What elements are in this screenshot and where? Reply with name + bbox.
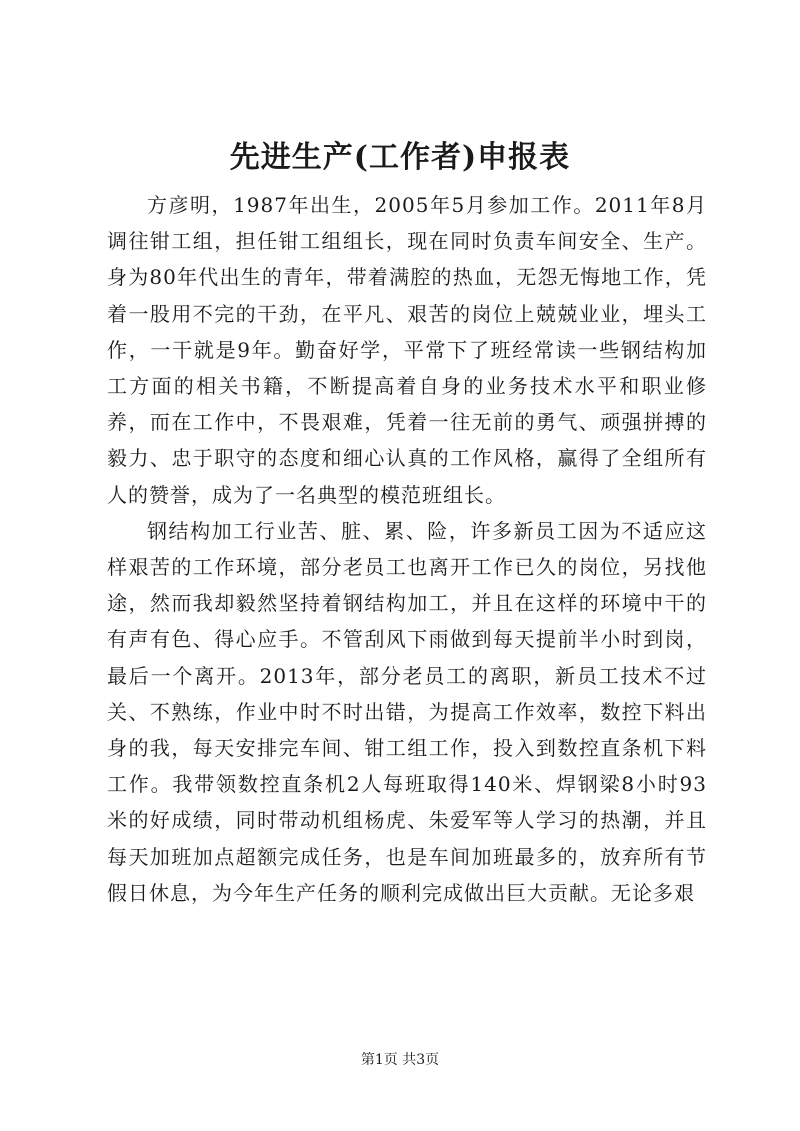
document-title: 先进生产(工作者)申报表 [229, 140, 571, 175]
paragraph-1: 方彦明，1987年出生，2005年5月参加工作。2011年8月调往钳工组，担任钳工组组长，现在同时负责车间安全、生产。身为80年代出生的青年，带着满腔的热血，无怨无悔地工作，凭着一股用不完的干劲，在平凡、艰苦的岗位上兢兢业业，埋头工作，一干就是9年。勤奋好学，平常下了班经常读一些钢结构加工方面的相关书籍，不断提高着自身的业务技术水平和职业修养，而在工作中，不畏艰难，凭着一往无前的勇气、顽强拼搏的毅力、忠于职守的态度和细心认真的工作风格，赢得了全组所有人的赞誉，成为了一名典型的模范班组长。 [107, 193, 707, 507]
paragraph-2: 钢结构加工行业苦、脏、累、险，许多新员工因为不适应这样艰苦的工作环境，部分老员工也离开工作已久的岗位，另找他途，然而我却毅然坚持着钢结构加工，并且在这样的环境中干的有声有色、得心应手。不管刮风下雨做到每天提前半小时到岗，最后一个离开。2013年，部分老员工的离职，新员工技术不过关、不熟练，作业中时不时出错，为提高工作效率，数控下料出身的我，每天安排完车间、钳工组工作，投入到数控直条机下料工作。我带领数控直条机2人每班取得140米、焊钢梁8小时93米的好成绩，同时带动机组杨虎、朱爱军等人学习的热潮，并且每天加班加点超额完成任务，也是车间加班最多的，放弃所有节假日休息，为今年生产任务的顺利完成做出巨大贡献。无论多艰 [107, 518, 707, 905]
page-footer: 第1页 共3页 [360, 1052, 440, 1068]
document-body [107, 187, 707, 911]
